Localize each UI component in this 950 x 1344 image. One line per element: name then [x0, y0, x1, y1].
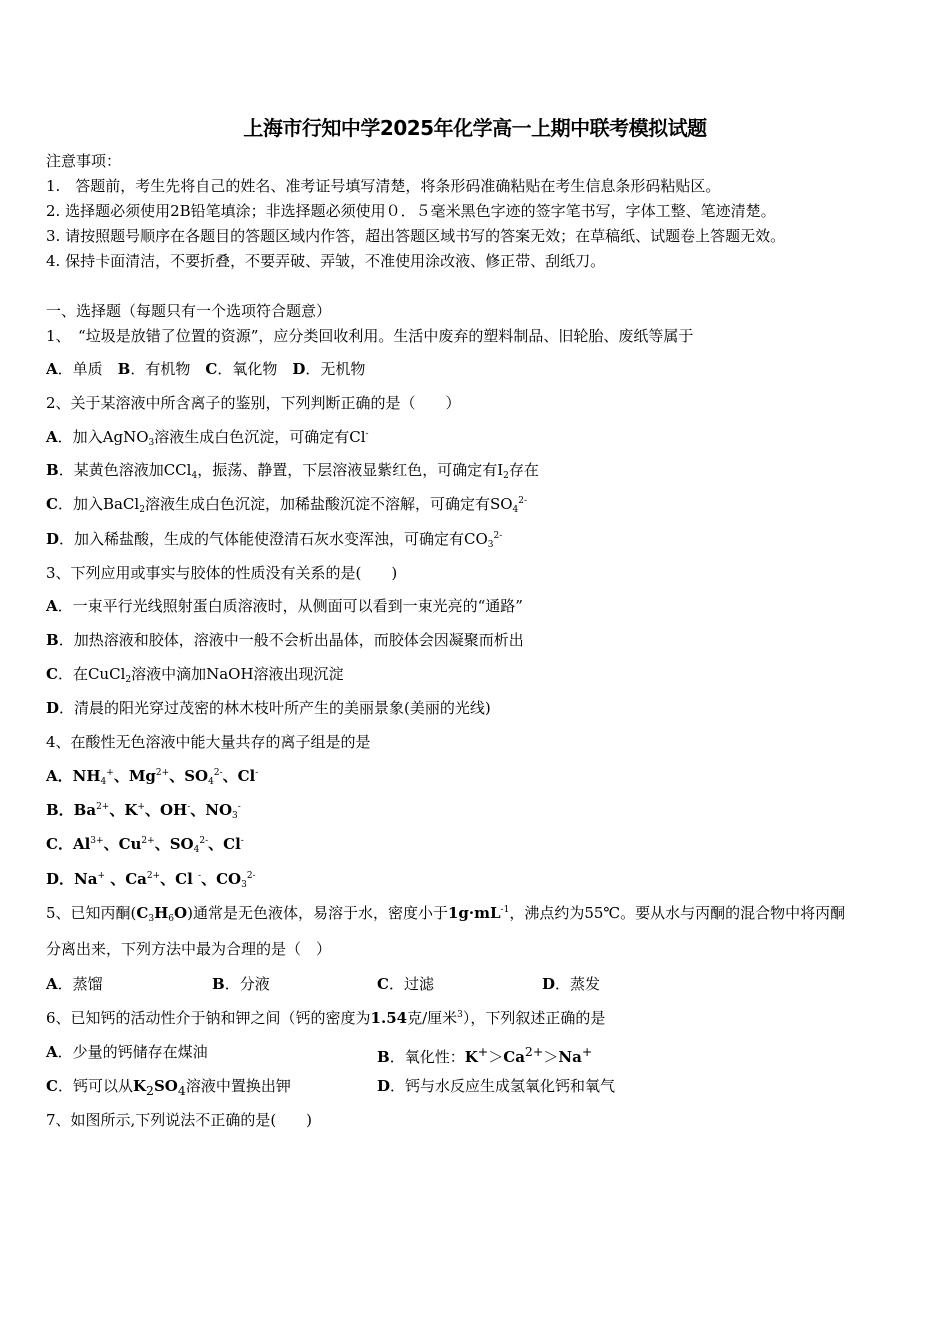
text-line — [46, 201, 776, 221]
text-line — [46, 151, 121, 171]
text-line — [46, 766, 258, 786]
text-run: 存在 — [508, 461, 539, 479]
text-run: C．Al — [46, 835, 91, 853]
text-run: 4. 保持卡面清洁，不要折叠，不要弄破、弄皱，不准使用涂改液、修正带、刮纸刀。 — [46, 252, 606, 270]
text-run: 、Cl — [208, 835, 241, 853]
text-run: A — [46, 975, 58, 993]
text-run: 、SO — [154, 835, 194, 853]
text-run: 7、如图所示,下列说法不正确的是( ) — [46, 1111, 313, 1129]
text-run: B — [46, 461, 59, 479]
text-run: 溶液中滴加NaOH溶液出现沉淀 — [131, 665, 344, 683]
text-line — [46, 393, 461, 413]
superscript: 2+ — [146, 871, 161, 881]
text-line — [46, 460, 539, 480]
text-run: ．少量的钙储存在煤油 — [57, 1043, 208, 1061]
superscript: 2+ — [155, 768, 170, 778]
text-run: 溶液生成白色沉淀，可确定有Cl — [154, 428, 366, 446]
text-run: A — [46, 1043, 58, 1061]
text-line — [46, 226, 785, 246]
text-run: ．加入稀盐酸，生成的气体能使澄清石灰水变浑浊，可确定有CO — [59, 530, 488, 548]
subscript: 3 — [241, 880, 247, 890]
text-run: 注意事项： — [46, 152, 122, 170]
superscript: 2- — [246, 871, 256, 881]
text-run: C — [205, 360, 218, 378]
subscript: 4 — [100, 777, 107, 787]
subscript: 2 — [146, 1083, 154, 1098]
text-line — [46, 326, 693, 346]
answer-option — [542, 974, 600, 994]
text-run: C — [377, 975, 389, 993]
text-run: H — [154, 904, 169, 922]
text-run: C — [46, 1077, 58, 1095]
text-run: 3. 请按照题号顺序在各题目的答题区域内作答，超出答题区域书写的答案无效；在草稿纸、试题卷上答题无效。 — [46, 227, 786, 245]
text-run: 、Mg — [113, 767, 156, 785]
text-run: 一、选择题（每题只有一个选项符合题意） — [46, 302, 332, 320]
superscript: - — [365, 429, 369, 439]
text-run: D．Na — [46, 870, 98, 888]
page-title: 上海市行知中学2025年化学高一上期中联考模拟试题 — [243, 116, 707, 140]
text-run: ．钙与水反应生成氢氧化钙和氧气 — [390, 1077, 616, 1095]
text-line — [46, 563, 397, 583]
text-run: 、Cl — [222, 767, 256, 785]
text-run: K — [132, 1077, 147, 1095]
subscript: 2 — [125, 675, 132, 685]
text-run: ．单质 — [57, 360, 118, 378]
text-run: ．分液 — [224, 975, 270, 993]
text-run: ．蒸馏 — [57, 975, 103, 993]
text-run: ．在CuCl — [57, 665, 126, 683]
text-line — [46, 596, 523, 616]
text-run: )通常是无色液体，易溶于水，密度小于 — [187, 904, 448, 922]
text-run: ＞ — [488, 1048, 504, 1066]
answer-option — [46, 1076, 291, 1101]
text-run: 、CO — [201, 870, 242, 888]
text-run: Na — [558, 1048, 582, 1066]
text-line — [46, 869, 256, 889]
text-run: ．加热溶液和胶体，溶液中一般不会析出晶体，而胶体会因凝聚而析出 — [58, 631, 524, 649]
superscript: -1 — [500, 905, 510, 915]
text-line — [46, 176, 720, 196]
text-run: 、Cl — [160, 870, 199, 888]
text-run: 溶液生成白色沉淀，加稀盐酸沉淀不溶解，可确定有SO — [144, 495, 513, 513]
subscript: 2 — [139, 505, 145, 515]
subscript: 2 — [503, 471, 509, 481]
text-run: 、SO — [169, 767, 209, 785]
text-line — [46, 903, 845, 923]
text-run: ．氧化性： — [389, 1048, 465, 1066]
text-run: 1.54 — [370, 1009, 408, 1027]
subscript: 3 — [148, 914, 155, 924]
answer-option — [377, 1076, 615, 1096]
text-line — [46, 939, 331, 959]
text-run: 分离出来，下列方法中最为合理的是（ ） — [46, 940, 332, 958]
text-run: ＞ — [543, 1048, 559, 1066]
text-run: 3、下列应用或事实与胶体的性质没有关系的是( ) — [46, 564, 398, 582]
text-line — [46, 664, 344, 684]
superscript: - — [187, 802, 191, 812]
subscript: 4 — [191, 471, 198, 481]
subscript: 3 — [232, 811, 238, 821]
text-line — [46, 359, 365, 379]
superscript: - — [255, 768, 259, 778]
text-line — [46, 529, 502, 549]
text-run: D — [377, 1077, 391, 1095]
superscript: - — [240, 836, 244, 846]
text-run: ．蒸发 — [555, 975, 601, 993]
text-run: C — [46, 495, 58, 513]
text-run: K — [464, 1048, 478, 1066]
text-run: B — [117, 360, 131, 378]
text-run: A．NH — [46, 767, 101, 785]
subscript: 6 — [168, 914, 175, 924]
text-line — [46, 698, 491, 718]
text-run: ．氧化物 — [217, 360, 293, 378]
superscript: 2- — [493, 531, 503, 541]
text-run: A — [46, 597, 58, 615]
text-run: 4、在酸性无色溶液中能大量共存的离子组是的是 — [46, 733, 371, 751]
text-run: B — [46, 631, 59, 649]
text-line — [46, 251, 605, 271]
text-line — [46, 800, 241, 820]
superscript: 2- — [199, 836, 209, 846]
text-run: ），下列叙述正确的是 — [462, 1009, 606, 1027]
subscript: 3 — [487, 540, 494, 550]
subscript: 4 — [208, 777, 214, 787]
text-run: ．加入BaCl — [57, 495, 140, 513]
text-run: 、K — [109, 801, 138, 819]
text-run: ．清晨的阳光穿过茂密的林木枝叶所产生的美丽景象(美丽的光线) — [59, 699, 491, 717]
text-line — [46, 301, 331, 321]
text-run: D — [542, 975, 556, 993]
text-run: ．无机物 — [305, 360, 366, 378]
superscript: + — [581, 1044, 593, 1059]
text-run: 溶液中置换出钾 — [185, 1077, 291, 1095]
superscript: 2- — [518, 496, 528, 506]
answer-option — [46, 1042, 208, 1062]
text-run: ，沸点约为55℃。要从水与丙酮的混合物中将丙酮 — [509, 904, 846, 922]
text-run: 克/厘米 — [407, 1009, 458, 1027]
subscript: 4 — [512, 505, 519, 515]
text-line — [46, 1110, 312, 1130]
text-run: 、Ca — [105, 870, 147, 888]
text-run: A — [46, 428, 58, 446]
text-run: B．Ba — [46, 801, 97, 819]
answer-option — [46, 974, 103, 994]
text-line — [46, 494, 527, 514]
text-run: 5、已知丙酮( — [46, 904, 137, 922]
text-run: 1g·mL — [447, 904, 501, 922]
text-line — [46, 427, 369, 447]
answer-option — [377, 974, 434, 994]
superscript: + — [137, 802, 145, 812]
text-run: 1. 答题前，考生先将自己的姓名、准考证号填写清楚，将条形码准确粘贴在考生信息条形码粘贴区。 — [46, 177, 721, 195]
text-run: D — [46, 699, 60, 717]
superscript: + — [106, 768, 114, 778]
superscript: - — [237, 802, 241, 812]
text-run: ．加入AgNO — [57, 428, 149, 446]
superscript: 3 — [457, 1010, 463, 1020]
text-run: A — [46, 360, 58, 378]
text-run: 1、 “垃圾是放错了位置的资源”，应分类回收利用。生活中废弃的塑料制品、旧轮胎、废纸等属于 — [46, 327, 694, 345]
text-run: 、Cu — [103, 835, 142, 853]
text-run: C — [136, 904, 149, 922]
text-run: ．有机物 — [130, 360, 206, 378]
text-run: D — [46, 530, 60, 548]
subscript: 4 — [177, 1083, 186, 1098]
text-run: ．一束平行光线照射蛋白质溶液时，从侧面可以看到一束光亮的“通路” — [57, 597, 523, 615]
text-line — [46, 834, 244, 854]
text-line — [46, 630, 524, 650]
text-run: ．过滤 — [388, 975, 434, 993]
text-line — [46, 1008, 605, 1028]
text-run: ，振荡、静置，下层溶液显紫红色，可确定有I — [197, 461, 504, 479]
superscript: 2+ — [141, 836, 155, 846]
answer-option — [212, 974, 270, 994]
text-line — [46, 732, 371, 752]
text-run: B — [212, 975, 225, 993]
text-run: 、OH — [144, 801, 188, 819]
answer-option — [377, 1042, 592, 1067]
superscript: + — [477, 1044, 489, 1059]
text-run: Ca — [503, 1048, 525, 1066]
text-run: C — [46, 665, 58, 683]
text-run: D — [292, 360, 306, 378]
subscript: 4 — [193, 845, 200, 855]
superscript: - — [198, 871, 202, 881]
superscript: + — [97, 871, 105, 881]
superscript: 2+ — [96, 802, 110, 812]
text-run: SO — [153, 1077, 178, 1095]
text-run: 6、已知钙的活动性介于钠和钾之间（钙的密度为 — [46, 1009, 371, 1027]
text-run: 、NO — [190, 801, 233, 819]
text-run: ．钙可以从 — [57, 1077, 133, 1095]
text-run: B — [377, 1048, 390, 1066]
subscript: 3 — [148, 438, 155, 448]
superscript: 3+ — [90, 836, 104, 846]
superscript: 2+ — [524, 1044, 544, 1059]
text-run: 2. 选择题必须使用2B铅笔填涂；非选择题必须使用０．５毫米黑色字迹的签字笔书写，字体工整、笔迹清楚。 — [46, 202, 776, 220]
text-run: O — [174, 904, 188, 922]
superscript: 2- — [213, 768, 223, 778]
text-run: ．某黄色溶液加CCl — [58, 461, 192, 479]
text-run: 2、关于某溶液中所含离子的鉴别，下列判断正确的是（ ） — [46, 394, 461, 412]
